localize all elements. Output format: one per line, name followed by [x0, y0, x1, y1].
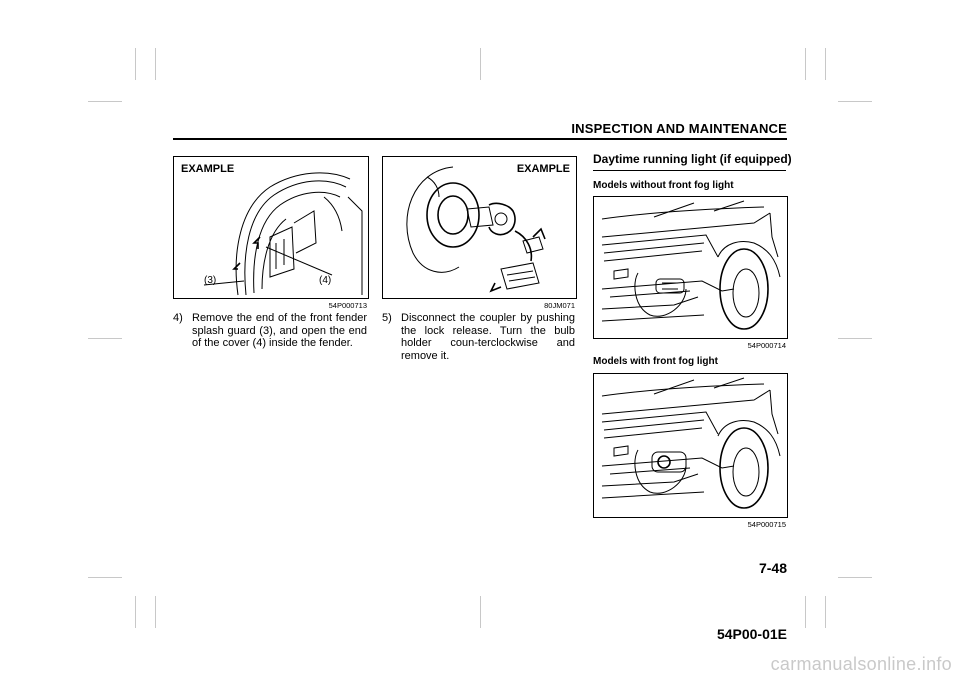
section-title: Daytime running light (if equipped) — [593, 152, 792, 166]
crop-mark — [155, 596, 156, 628]
crop-mark — [825, 48, 826, 80]
crop-mark — [88, 338, 122, 339]
front-bumper-illustration — [594, 197, 787, 338]
step-number: 5) — [382, 312, 392, 324]
step-text: Remove the end of the front fender splash guard (3), and open the end of the cover (4) inside the fender. — [192, 312, 367, 349]
crop-mark — [88, 577, 122, 578]
crop-mark — [838, 101, 872, 102]
front-bumper-fog-illustration — [594, 374, 787, 517]
callout-3: (3) — [204, 275, 217, 286]
header-rule — [173, 138, 787, 140]
figure-code: 80JM071 — [544, 301, 575, 310]
figure-front-with-fog — [593, 373, 788, 518]
crop-mark — [135, 596, 136, 628]
subheading-without-fog: Models without front fog light — [593, 180, 734, 191]
figure-code: 54P000714 — [747, 341, 786, 350]
step-text: Disconnect the coupler by pushing the lock release. Turn the bulb holder coun-terclockwise and remove it. — [401, 312, 575, 362]
section-header-title: INSPECTION AND MAINTENANCE — [571, 121, 787, 136]
figure-front-without-fog — [593, 196, 788, 339]
figure-code: 54P000715 — [747, 520, 786, 529]
crop-mark — [805, 596, 806, 628]
crop-mark — [805, 48, 806, 80]
bulb-illustration — [383, 157, 576, 298]
crop-mark — [825, 596, 826, 628]
page-number: 7-48 — [758, 560, 787, 576]
crop-mark — [88, 101, 122, 102]
step-5-caption — [382, 312, 575, 362]
callout-4: (4) — [319, 275, 332, 286]
step-4-caption — [173, 312, 367, 350]
crop-mark — [838, 577, 872, 578]
figure-code: 54P000713 — [328, 301, 367, 310]
crop-mark — [135, 48, 136, 80]
step-number: 4) — [173, 312, 183, 324]
document-code: 54P00-01E — [716, 626, 787, 642]
subheading-with-fog: Models with front fog light — [593, 356, 718, 367]
figure-bulb — [382, 156, 577, 299]
crop-mark — [480, 596, 481, 628]
section-underline — [593, 170, 786, 171]
crop-mark — [838, 338, 872, 339]
site-watermark: carmanualsonline.info — [770, 654, 952, 674]
figure-fender — [173, 156, 369, 299]
figure-label: EXAMPLE — [181, 163, 235, 175]
figure-label: EXAMPLE — [516, 163, 570, 175]
crop-mark — [480, 48, 481, 80]
crop-mark — [155, 48, 156, 80]
